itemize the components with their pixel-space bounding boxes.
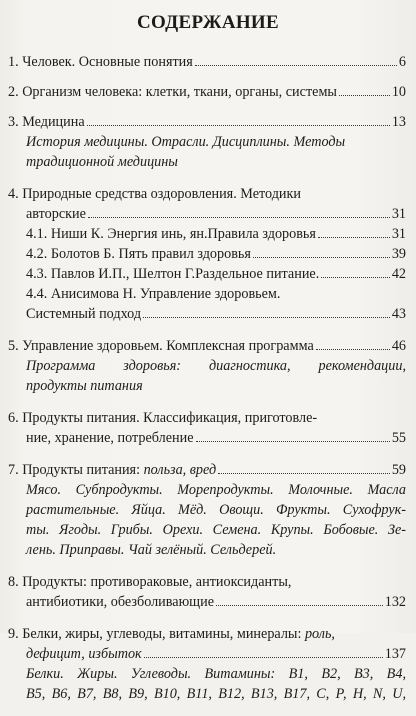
leader-dots — [218, 472, 390, 474]
page-number: 59 — [391, 462, 406, 478]
entry-title: 5. Управление здоровьем. Комплексная программа — [8, 338, 314, 354]
leader-dots — [339, 94, 390, 96]
entry-title: 2. Организм человека: клетки, ткани, органы, системы — [8, 84, 337, 100]
entry-title-cont: дефицит, избыток — [26, 646, 142, 662]
entry-subtopics: История медицины. Отрасли. Дисциплины. Методы — [26, 134, 346, 150]
entry-subtopics: растительные. Яйца. Мёд. Овощи. Фрукты. Сухофрук- — [26, 502, 406, 518]
leader-dots — [253, 256, 390, 258]
page-number: 46 — [391, 338, 406, 354]
leader-dots — [216, 604, 383, 606]
subentry-title: 4.4. Анисимова Н. Управление здоровьем. — [26, 286, 281, 302]
subentry-title-cont: Системный подход — [26, 306, 142, 322]
entry-subtopics: В5, В6, В7, В8, В9, В10, В11, В12, В13, В17, С, Р, Н, N, U, — [26, 686, 406, 702]
toc-entry-1 — [8, 52, 406, 72]
leader-dots — [321, 276, 390, 278]
subentry-title: 4.1. Ниши К. Энергия инь, ян.Правила здоровья — [26, 226, 316, 242]
entry-title-cont: авторские — [26, 206, 86, 222]
leader-dots — [87, 124, 390, 126]
entry-title-plain: 7. Продукты питания: — [8, 462, 144, 478]
leader-dots — [143, 316, 390, 318]
toc-line — [8, 82, 406, 102]
toc-entry-3 — [8, 112, 406, 172]
leader-dots — [88, 216, 390, 218]
entry-title-cont: ние, хранение, потребление — [26, 430, 194, 446]
entry-title — [8, 624, 406, 644]
toc-line — [8, 460, 406, 480]
toc-subentry-4-2 — [8, 244, 406, 264]
leader-dots — [195, 64, 397, 66]
page-number: 39 — [391, 246, 406, 262]
entry-title-cont: антибиотики, обезболивающие — [26, 594, 214, 610]
page-number: 31 — [391, 206, 406, 222]
toc-entry-9 — [8, 624, 406, 704]
toc-subentry-4-3 — [8, 264, 406, 284]
entry-title — [8, 460, 216, 480]
toc-entry-8 — [8, 572, 406, 612]
page-number: 31 — [391, 226, 406, 242]
toc-line — [8, 644, 406, 664]
subentry-title: 4.3. Павлов И.П., Шелтон Г.Раздельное питание. — [26, 266, 320, 282]
page-number: 132 — [384, 594, 406, 610]
toc-line — [8, 336, 406, 356]
entry-title: 1. Человек. Основные понятия — [8, 54, 193, 70]
entry-title: 8. Продукты: противораковые, антиоксиданты, — [8, 574, 292, 590]
entry-title-italic: роль, — [304, 626, 335, 642]
page-number: 10 — [391, 84, 406, 100]
page-number: 43 — [391, 306, 406, 322]
toc-entry-4 — [8, 184, 406, 324]
entry-title-italic: польза, вред — [143, 462, 217, 478]
entry-subtopics: традиционной медицины — [26, 154, 178, 170]
entry-title: 4. Природные средства оздоровления. Методики — [8, 186, 302, 202]
page-number: 42 — [391, 266, 406, 282]
toc-line — [8, 428, 406, 448]
entry-subtopics: продукты питания — [26, 378, 143, 394]
entry-title-plain: 9. Белки, жиры, углеводы, витамины, минералы: — [8, 626, 305, 642]
entry-subtopics: Белки. Жиры. Углеводы. Витамины: В1, В2, В3, В4, — [26, 666, 406, 682]
toc-line — [8, 592, 406, 612]
leader-dots — [318, 236, 390, 238]
page-number: 137 — [384, 646, 406, 662]
leader-dots — [316, 348, 390, 350]
entry-subtopics: ты. Ягоды. Грибы. Орехи. Семена. Крупы. Бобовые. Зе- — [26, 522, 406, 538]
subentry-title: 4.2. Болотов Б. Пять правил здоровья — [26, 246, 251, 262]
page-number: 6 — [398, 54, 406, 70]
table-of-contents — [8, 52, 406, 716]
entry-subtopics: Программа здоровья: диагностика, рекомендации, — [26, 358, 406, 374]
page-number: 13 — [391, 114, 406, 130]
toc-subentry-4-1 — [8, 224, 406, 244]
toc-entry-5 — [8, 336, 406, 396]
entry-title: 6. Продукты питания. Классификация, приготовле- — [8, 410, 318, 426]
leader-dots — [144, 656, 383, 658]
leader-dots — [196, 440, 390, 442]
entry-title: 3. Медицина — [8, 114, 85, 130]
toc-entry-6 — [8, 408, 406, 448]
toc-entry-7 — [8, 460, 406, 560]
entry-subtopics: Мясо. Субпродукты. Морепродукты. Молочные. Масла — [26, 482, 406, 498]
toc-subentry-4-4 — [8, 304, 406, 324]
toc-line — [8, 52, 406, 72]
toc-entry-2 — [8, 82, 406, 102]
entry-subtopics: лень. Приправы. Чай зелёный. Сельдерей. — [26, 542, 277, 558]
toc-line — [8, 112, 406, 132]
page-title: СОДЕРЖАНИЕ — [137, 12, 279, 33]
toc-line — [8, 204, 406, 224]
page-number: 55 — [391, 430, 406, 446]
